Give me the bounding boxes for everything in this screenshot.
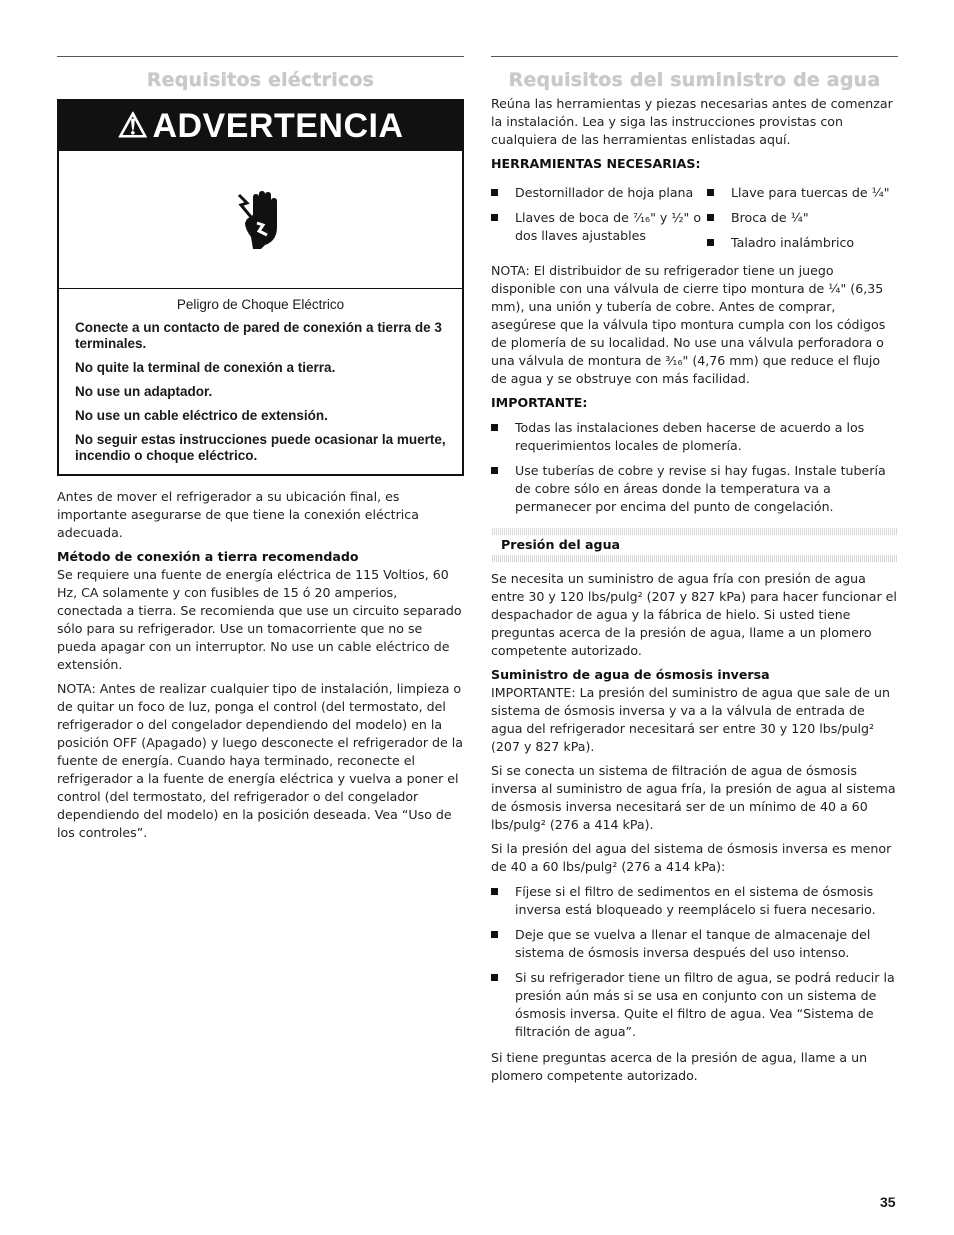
reverse-osmosis-title: Suministro de agua de ósmosis inversa [491, 667, 770, 682]
page-number: 35 [880, 1194, 896, 1210]
electrical-intro: Antes de mover el refrigerador a su ubicación final, es importante asegurarse de que tiene la conexión eléctrica adecuada. [57, 489, 419, 540]
important-item: Todas las instalaciones deben hacerse de acuerdo a los requerimientos locales de plomería. [491, 419, 898, 455]
grounding-method-title: Método de conexión a tierra recomendado [57, 549, 359, 564]
warning-triangle-icon: ⚠ [117, 107, 149, 145]
reverse-osmosis-p2: Si se conecta un sistema de filtración de agua de ósmosis inversa al suministro de agua fría, la presión de agua al sistema de ósmosis inversa necesitará ser de un mínimo de 40 a 60 lbs/pulg² (276 a 414 kPa). [491, 763, 896, 832]
closing-text: Si tiene preguntas acerca de la presión de agua, llame a un plomero competente autorizado. [491, 1050, 868, 1083]
pressure-title: Presión del agua [491, 535, 898, 555]
right-top-rule [491, 56, 898, 57]
tool-item: Taladro inalámbrico [707, 234, 898, 252]
warning-body [59, 289, 462, 474]
important-item: Use tuberías de cobre y revise si hay fugas. Instale tubería de cobre sólo en áreas donde la temperatura va a permanecer por encima del punto de congelación. [491, 462, 898, 516]
left-column [57, 56, 464, 842]
tool-item: Llaves de boca de ⁷⁄₁₆" y ½" o dos llaves ajustables [491, 209, 707, 245]
warning-line: Conecte a un contacto de pared de conexión a tierra de 3 terminales. [75, 320, 442, 351]
tools-list [491, 177, 898, 252]
reverse-osmosis-p3: Si la presión del agua del sistema de ósmosis inversa es menor de 40 a 60 lbs/pulg² (276 a 414 kPa): [491, 841, 892, 874]
warning-subtitle: Peligro de Choque Eléctrico [176, 297, 345, 312]
warning-header [59, 101, 462, 151]
water-intro: Reúna las herramientas y piezas necesarias antes de comenzar la instalación. Lea y siga las instrucciones provistas con cualquiera de las herramientas enlistadas aquí. [491, 96, 893, 147]
electrical-note: NOTA: Antes de realizar cualquier tipo de instalación, limpieza o de quitar un foco de luz, ponga el control (del termostato, del refrigerador o del congelador dependiendo del modelo) en la posición OFF (Apagado) y luego desconecte el refrigerador de la fuente de energía. Cuando haya terminado, reconecte el refrigerador a la fuente de energía eléctrica y vuelva a poner el control (del termostato, del refrigerador o del congelador dependiendo del modelo) en la posición deseada. Vea “Uso de los controles”. [57, 681, 463, 840]
electric-shock-hand-icon [59, 151, 462, 289]
important-title: IMPORTANTE: [491, 395, 588, 410]
left-top-rule [57, 56, 464, 57]
warning-line: No quite la terminal de conexión a tierra. [75, 360, 336, 375]
warning-heading: ADVERTENCIA [152, 107, 404, 145]
electrical-requirements-title: Requisitos eléctricos [146, 69, 375, 91]
right-column [491, 56, 898, 1085]
tool-item: Llave para tuercas de ¼" [707, 184, 898, 202]
grounding-method-text: Se requiere una fuente de energía eléctrica de 115 Voltios, 60 Hz, CA solamente y con fusibles de 15 ó 20 amperios, conectada a tierra. Se recomienda que use un circuito separado sólo para su refrigerador. Use un tomacorriente que no se pueda apagar con un interruptor. No use un cable eléctrico de extensión. [57, 567, 462, 672]
pressure-section-band [491, 528, 898, 562]
reverse-osmosis-item: Fíjese si el filtro de sedimentos en el sistema de ósmosis inversa está bloqueado y reemplácelo si fuera necesario. [491, 883, 898, 919]
warning-line: No use un cable eléctrico de extensión. [75, 408, 328, 423]
warning-line: No seguir estas instrucciones puede ocasionar la muerte, incendio o choque eléctrico. [75, 432, 446, 463]
warning-box [57, 99, 464, 476]
reverse-osmosis-item: Si su refrigerador tiene un filtro de agua, se podrá reducir la presión aún más si se usa en conjunto con un sistema de ósmosis inversa. Quite el filtro de agua. Vea “Sistema de filtración de agua”. [491, 969, 898, 1041]
warning-line: No use un adaptador. [75, 384, 213, 399]
tool-item: Destornillador de hoja plana [491, 184, 707, 202]
reverse-osmosis-item: Deje que se vuelva a llenar el tanque de almacenaje del sistema de ósmosis inversa después del uso intenso. [491, 926, 898, 962]
pressure-text: Se necesita un suministro de agua fría con presión de agua entre 30 y 120 lbs/pulg² (207 y 827 kPa) para hacer funcionar el despachador de agua y la fábrica de hielo. Si usted tiene preguntas acerca de la presión de agua, llame a un plomero competente autorizado. [491, 571, 897, 658]
tools-title: HERRAMIENTAS NECESARIAS: [491, 156, 701, 171]
water-note: NOTA: El distribuidor de su refrigerador tiene un juego disponible con una válvula de cierre tipo montura de ¼" (6,35 mm), una unión y tubería de cobre. Antes de comprar, asegúrese que la válvula tipo montura cumpla con los códigos de plomería de su localidad. No use una válvula perforadora o una válvula de montura de ³⁄₁₆" (4,76 mm) que reduce el flujo de agua y se obstruye con más facilidad. [491, 263, 886, 386]
water-supply-title: Requisitos del suministro de agua [508, 69, 881, 91]
reverse-osmosis-p1: IMPORTANTE: La presión del suministro de agua que sale de un sistema de ósmosis inversa y va a la válvula de entrada de agua del refrigerador necesitará ser entre 30 y 120 lbs/pulg² (207 y 827 kPa). [491, 685, 890, 754]
tool-item: Broca de ¼" [707, 209, 898, 227]
